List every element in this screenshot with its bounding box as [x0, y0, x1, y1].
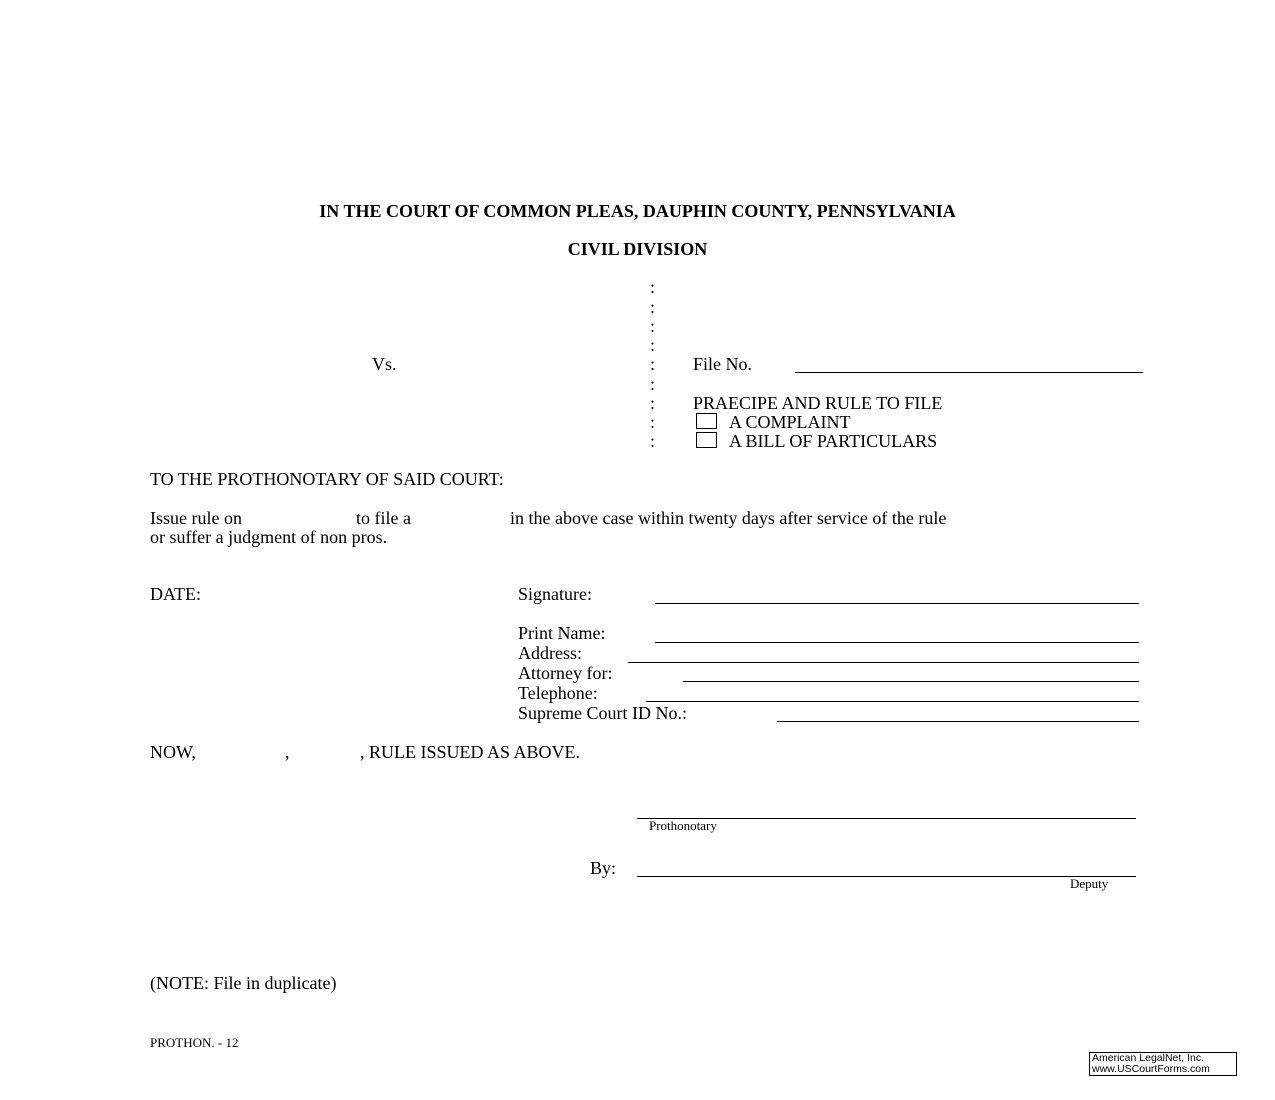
bill-of-particulars-option-label: A BILL OF PARTICULARS: [729, 431, 938, 451]
attorney-for-label: Attorney for:: [518, 663, 613, 683]
to-prothonotary-heading: TO THE PROTHONOTARY OF SAID COURT:: [150, 469, 504, 489]
division-title: CIVIL DIVISION: [567, 239, 708, 259]
file-no-field[interactable]: [795, 354, 1143, 373]
date-label: DATE:: [150, 584, 201, 604]
address-field[interactable]: [628, 644, 1139, 663]
signature-field[interactable]: [655, 585, 1139, 604]
form-code: PROTHON. - 12: [150, 1035, 239, 1050]
signature-label: Signature:: [518, 584, 592, 604]
publisher-website: www.USCourtForms.com: [1092, 1063, 1210, 1075]
by-label: By:: [590, 858, 617, 878]
within-twenty-days-text: in the above case within twenty days after service of the rule: [510, 508, 947, 528]
complaint-checkbox[interactable]: [696, 413, 717, 429]
to-file-a-text: to file a: [356, 508, 411, 528]
now-label: NOW,: [150, 742, 196, 762]
caption-colon: :: [650, 393, 656, 413]
telephone-label: Telephone:: [518, 683, 598, 703]
caption-colon: :: [650, 297, 656, 317]
non-pros-text: or suffer a judgment of non pros.: [150, 527, 388, 547]
attorney-for-field[interactable]: [683, 663, 1139, 682]
caption-colon: :: [650, 412, 656, 432]
print-name-field[interactable]: [655, 624, 1139, 643]
date-separator-comma: ,: [285, 742, 290, 762]
print-name-label: Print Name:: [518, 623, 606, 643]
caption-colon: :: [650, 374, 656, 394]
caption-colon: :: [650, 335, 656, 355]
complaint-option-label: A COMPLAINT: [729, 412, 851, 432]
prothonotary-caption: Prothonotary: [649, 818, 717, 833]
bill-of-particulars-checkbox[interactable]: [696, 432, 717, 448]
issue-rule-on-text: Issue rule on: [150, 508, 242, 528]
rule-issued-text: , RULE ISSUED AS ABOVE.: [360, 742, 581, 762]
telephone-field[interactable]: [646, 683, 1139, 702]
caption-colon: :: [650, 431, 656, 451]
supreme-court-id-label: Supreme Court ID No.:: [518, 703, 687, 723]
praecipe-title: PRAECIPE AND RULE TO FILE: [693, 393, 943, 413]
deputy-caption: Deputy: [1070, 876, 1109, 891]
caption-colon: :: [650, 316, 656, 336]
caption-colon: :: [650, 354, 656, 374]
deputy-signature-line[interactable]: [637, 876, 1136, 877]
address-label: Address:: [518, 643, 582, 663]
publisher-stamp: [1089, 1052, 1237, 1076]
versus-label: Vs.: [372, 354, 397, 374]
court-title: IN THE COURT OF COMMON PLEAS, DAUPHIN COUNTY, PENNSYLVANIA: [319, 201, 956, 221]
supreme-court-id-field[interactable]: [777, 703, 1139, 722]
file-duplicate-note: (NOTE: File in duplicate): [150, 973, 337, 993]
file-no-label: File No.: [693, 354, 753, 374]
caption-colon: :: [650, 277, 656, 297]
publisher-name: American LegalNet, Inc.: [1092, 1052, 1205, 1064]
